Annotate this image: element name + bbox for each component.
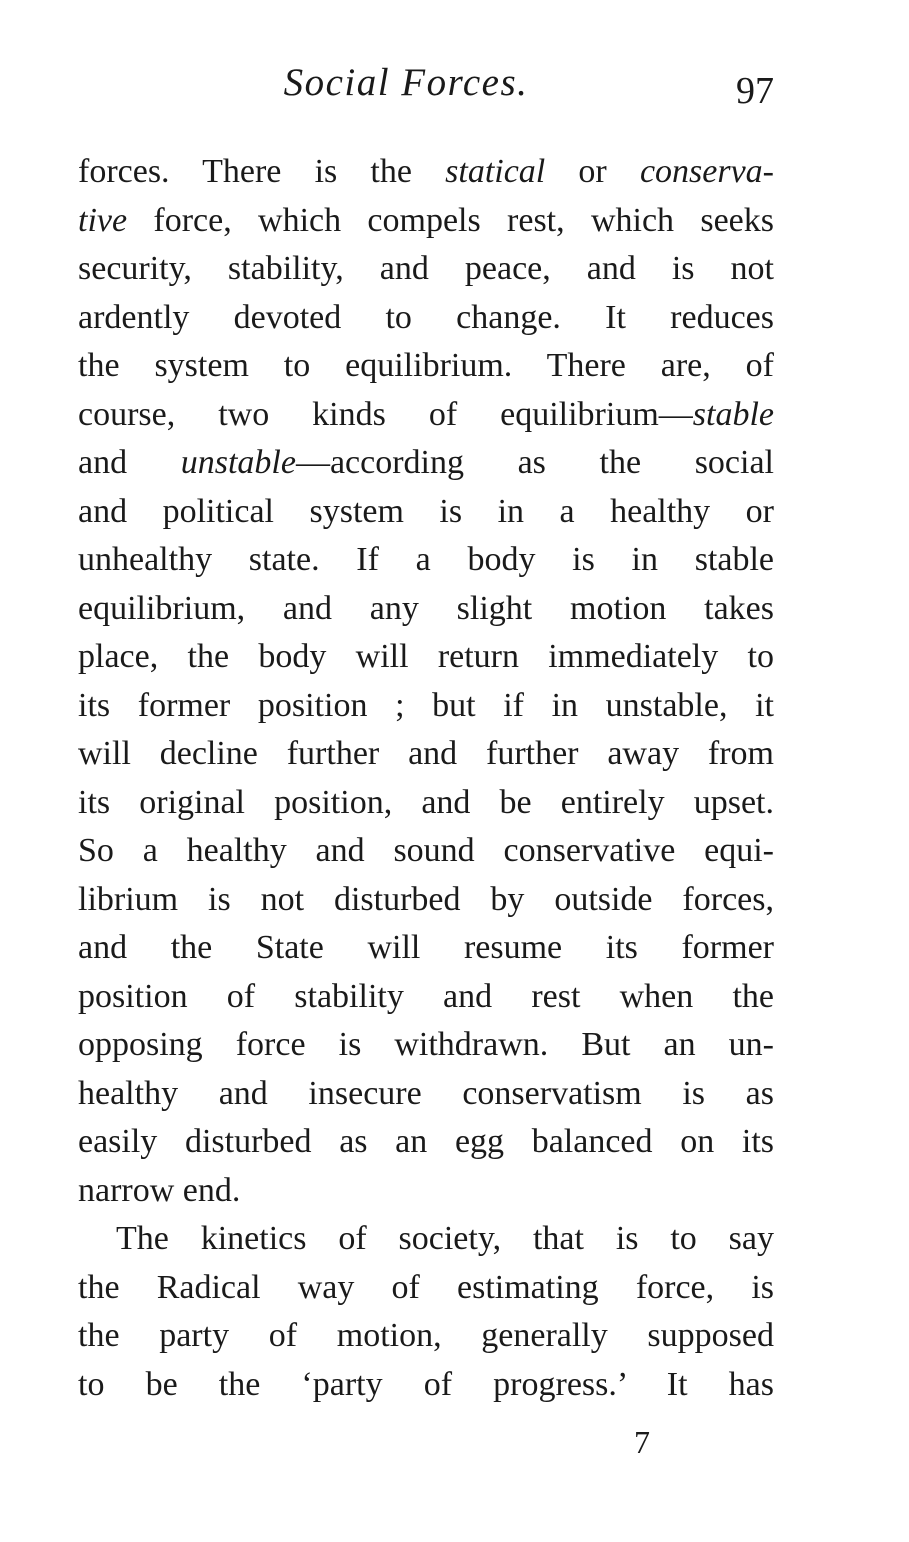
- body-text: [78, 148, 774, 1409]
- text-line: and unstable—according as the social: [78, 444, 774, 481]
- text-line: will decline further and further away from: [78, 735, 774, 772]
- running-title: Social Forces.: [283, 61, 529, 104]
- signature-mark: 7: [634, 1424, 650, 1460]
- text-line: and the State will resume its former: [78, 929, 774, 966]
- text-line: The kinetics of society, that is to say: [116, 1220, 774, 1257]
- text-line: security, stability, and peace, and is not: [78, 250, 774, 287]
- text-line: unhealthy state. If a body is in stable: [78, 541, 774, 578]
- text-line: healthy and insecure conservatism is as: [78, 1074, 774, 1112]
- running-head: [78, 58, 774, 112]
- text-line: to be the ‘party of progress.’ It has: [78, 1365, 774, 1403]
- text-line: librium is not disturbed by outside forces,: [78, 880, 774, 918]
- text-line: its original position, and be entirely upset.: [78, 783, 774, 821]
- text-line: the system to equilibrium. There are, of: [78, 347, 774, 384]
- text-line: place, the body will return immediately to: [78, 638, 774, 675]
- text-line: ardently devoted to change. It reduces: [78, 298, 774, 336]
- text-line: equilibrium, and any slight motion takes: [78, 589, 774, 627]
- text-line: course, two kinds of equilibrium—stable: [78, 395, 774, 433]
- text-line: tive force, which compels rest, which seeks: [78, 201, 774, 239]
- text-line: position of stability and rest when the: [78, 977, 774, 1015]
- text-line: easily disturbed as an egg balanced on its: [78, 1123, 774, 1160]
- page-number: 97: [736, 70, 774, 112]
- text-line: the Radical way of estimating force, is: [78, 1268, 774, 1306]
- text-line: and political system is in a healthy or: [78, 492, 774, 530]
- text-line: its former position ; but if in unstable, it: [78, 686, 774, 724]
- text-line: So a healthy and sound conservative equi-: [78, 832, 774, 869]
- text-line: opposing force is withdrawn. But an un-: [78, 1026, 774, 1063]
- text-line: narrow end.: [78, 1171, 241, 1209]
- text-line: the party of motion, generally supposed: [78, 1317, 774, 1354]
- text-line: forces. There is the statical or conserva-: [78, 153, 774, 190]
